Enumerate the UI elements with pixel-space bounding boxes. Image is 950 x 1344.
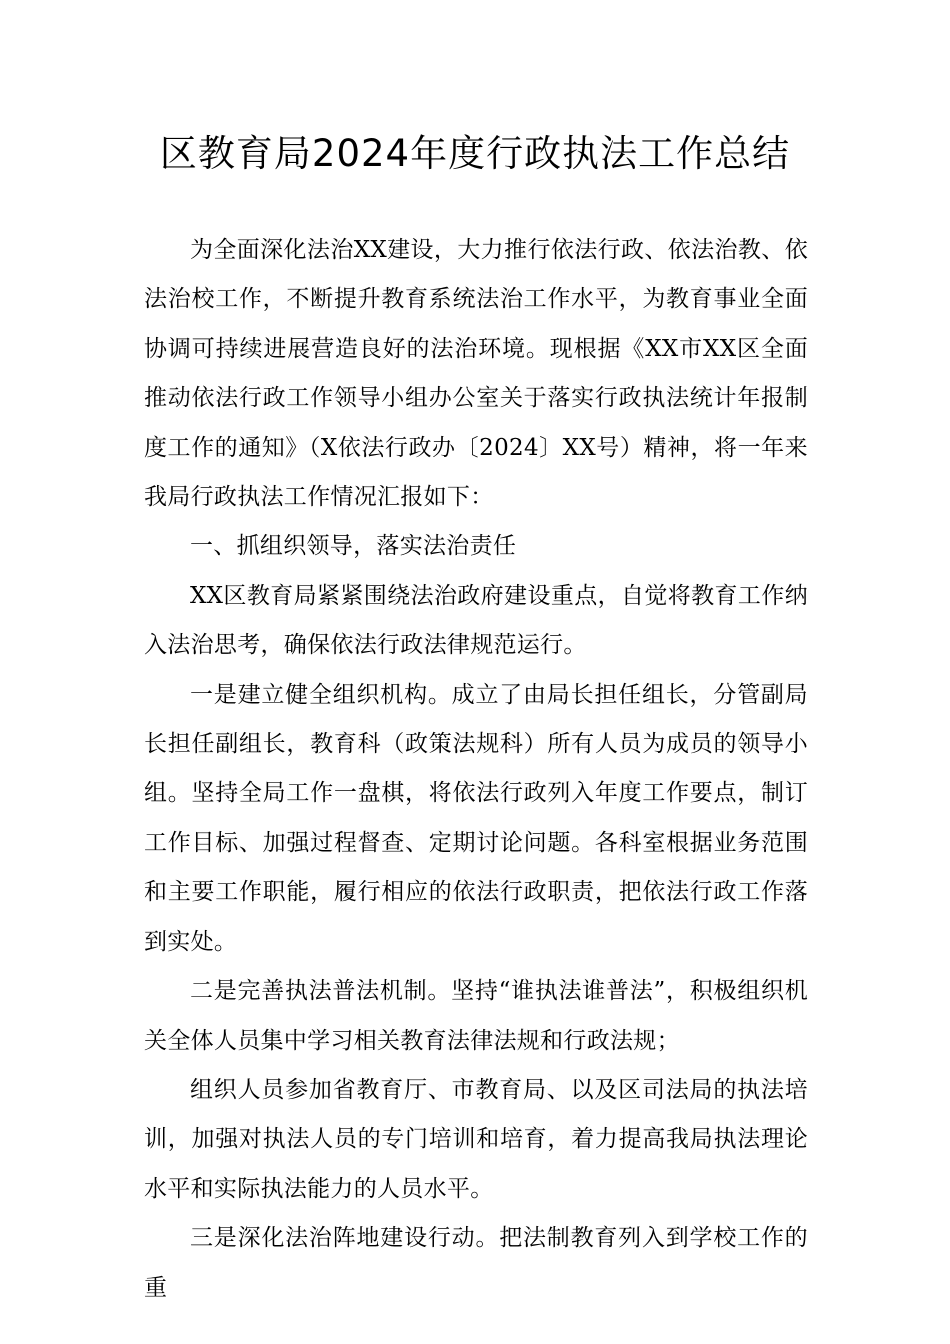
- paragraph-intro: 为全面深化法治XX建设，大力推行依法行政、依法治教、依法治校工作，不断提升教育系统法治工作水平，为教育事业全面协调可持续进展营造良好的法治环境。现根据《XX市XX区全面推动依法行政工作领导小组办公室关于落实行政执法统计年报制度工作的通知》（X依法行政办〔2024〕XX号）精神，将一年来我局行政执法工作情况汇报如下：: [144, 237, 808, 511]
- paragraph-legal-position: 三是深化法治阵地建设行动。把法制教育列入到学校工作的重: [144, 1225, 808, 1301]
- paragraph-section-1-overview: XX区教育局紧紧围绕法治政府建设重点，自觉将教育工作纳入法治思考，确保依法行政法律规范运行。: [144, 582, 808, 659]
- paragraph-organization: 一是建立健全组织机构。成立了由局长担任组长，分管副局长担任副组长，教育科（政策法规科）所有人员为成员的领导小组。坚持全局工作一盘棋，将依法行政列入年度工作要点，制订工作目标、加强过程督查、定期讨论问题。各科室根据业务范围和主要工作职能，履行相应的依法行政职责，把依法行政工作落到实处。: [144, 681, 808, 955]
- document-title: 区教育局2024年度行政执法工作总结: [159, 132, 791, 175]
- paragraph-training: 组织人员参加省教育厅、市教育局、以及区司法局的执法培训，加强对执法人员的专门培训和培育，着力提高我局执法理论水平和实际执法能力的人员水平。: [144, 1076, 808, 1202]
- document-body: [144, 226, 808, 1313]
- paragraph-enforcement-mechanism: 二是完善执法普法机制。坚持“谁执法谁普法”，积极组织机关全体人员集中学习相关教育法律法规和行政法规；: [144, 978, 808, 1054]
- section-heading-1: 一、抓组织领导，落实法治责任: [190, 533, 517, 560]
